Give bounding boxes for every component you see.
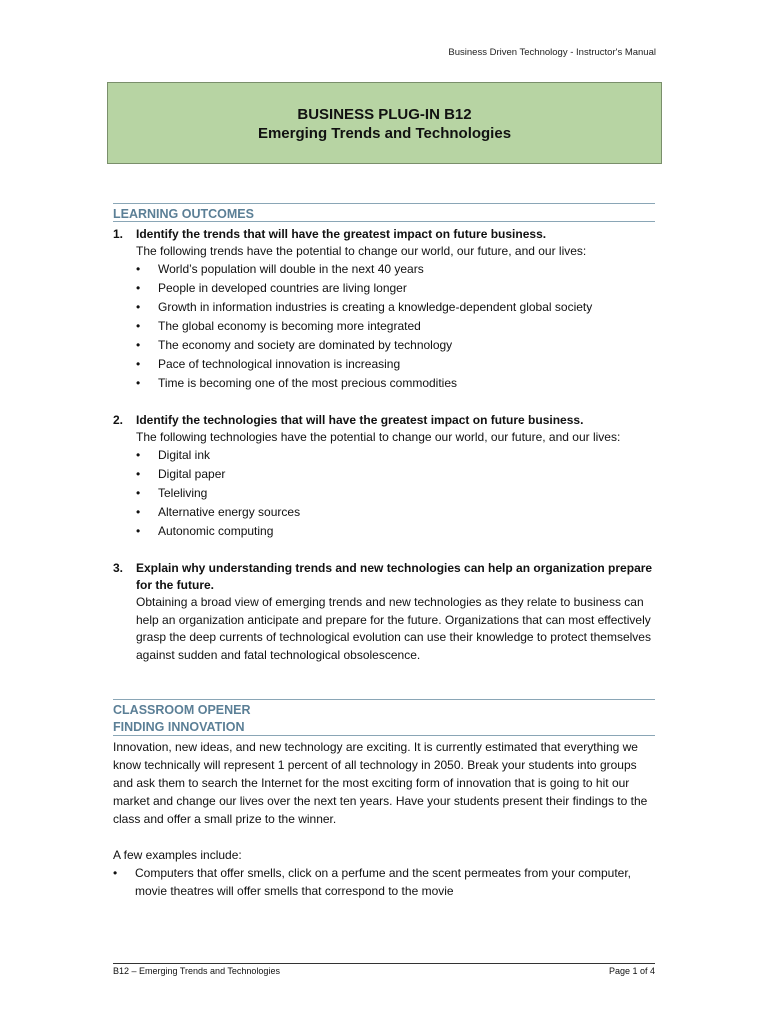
running-header: Business Driven Technology - Instructor's Manual [448,47,656,58]
outcome-item-3 [113,560,658,664]
outcome-number: 2. [113,413,124,427]
technology-list [136,446,658,541]
learning-outcomes-heading: LEARNING OUTCOMES [113,203,655,222]
outcome-item-2 [113,412,658,541]
outcome-intro: The following technologies have the potential to change our world, our future, and our lives: [136,430,621,444]
examples-list [113,864,658,900]
list-item: • People in developed countries are living longer [136,279,658,298]
list-item: • Time is becoming one of the most precious commodities [136,374,658,393]
list-item: • Growth in information industries is creating a knowledge-dependent global society [136,298,658,317]
outcome-number: 3. [113,561,124,575]
outcome-intro: The following trends have the potential to change our world, our future, and our lives: [136,244,587,258]
outcome-number: 1. [113,227,124,241]
title-box [107,82,662,164]
outcome-item-1 [113,226,658,393]
list-item: • Alternative energy sources [136,503,658,522]
footer-chapter: B12 – Emerging Trends and Technologies [113,966,280,976]
list-item: • Digital ink [136,446,658,465]
list-item: • The economy and society are dominated by technology [136,336,658,355]
page-number: Page 1 of 4 [608,966,655,976]
footer-divider [113,963,655,964]
outcome-heading: Explain why understanding trends and new technologies can help an organization prepare for the future. [136,561,653,592]
list-item: • The global economy is becoming more integrated [136,317,658,336]
trend-list [136,260,658,393]
opener-paragraph: Innovation, new ideas, and new technology are exciting. It is currently estimated that everything we know technically will represent 1 percent of all technology in 2050. Break your students into groups and ask them to search the Internet for the most exciting form of innovation that is going to hit our market and change our lives over the next ten years. Have your students present their findings to the class and offer a small prize to the winner. [113,740,648,826]
examples-list-wrap [113,864,658,900]
outcome-body: Obtaining a broad view of emerging trends and new technologies as they relate to business can help an organization anticipate and prepare for the future. Organizations that can most effectively grasp the deep currents of technological evolution can use their knowledge to protect themselves against sudden and fatal technological obsolescence. [136,595,651,662]
list-item: • Computers that offer smells, click on a perfume and the scent permeates from your computer, movie theatres will offer smells that correspond to the movie [113,864,658,900]
list-item: • Digital paper [136,465,658,484]
outcome-heading: Identify the trends that will have the greatest impact on future business. [136,227,547,241]
list-item: • Pace of technological innovation is increasing [136,355,658,374]
examples-intro: A few examples include: [113,848,242,862]
plugin-subtitle: Emerging Trends and Technologies [257,125,512,142]
classroom-opener-heading: CLASSROOM OPENER [113,699,655,718]
finding-innovation-heading: FINDING INNOVATION [113,719,655,736]
outcome-heading: Identify the technologies that will have the greatest impact on future business. [136,413,584,427]
list-item: • Autonomic computing [136,522,658,541]
list-item: • World’s population will double in the next 40 years [136,260,658,279]
plugin-title: BUSINESS PLUG-IN B12 [297,106,472,123]
list-item: • Teleliving [136,484,658,503]
